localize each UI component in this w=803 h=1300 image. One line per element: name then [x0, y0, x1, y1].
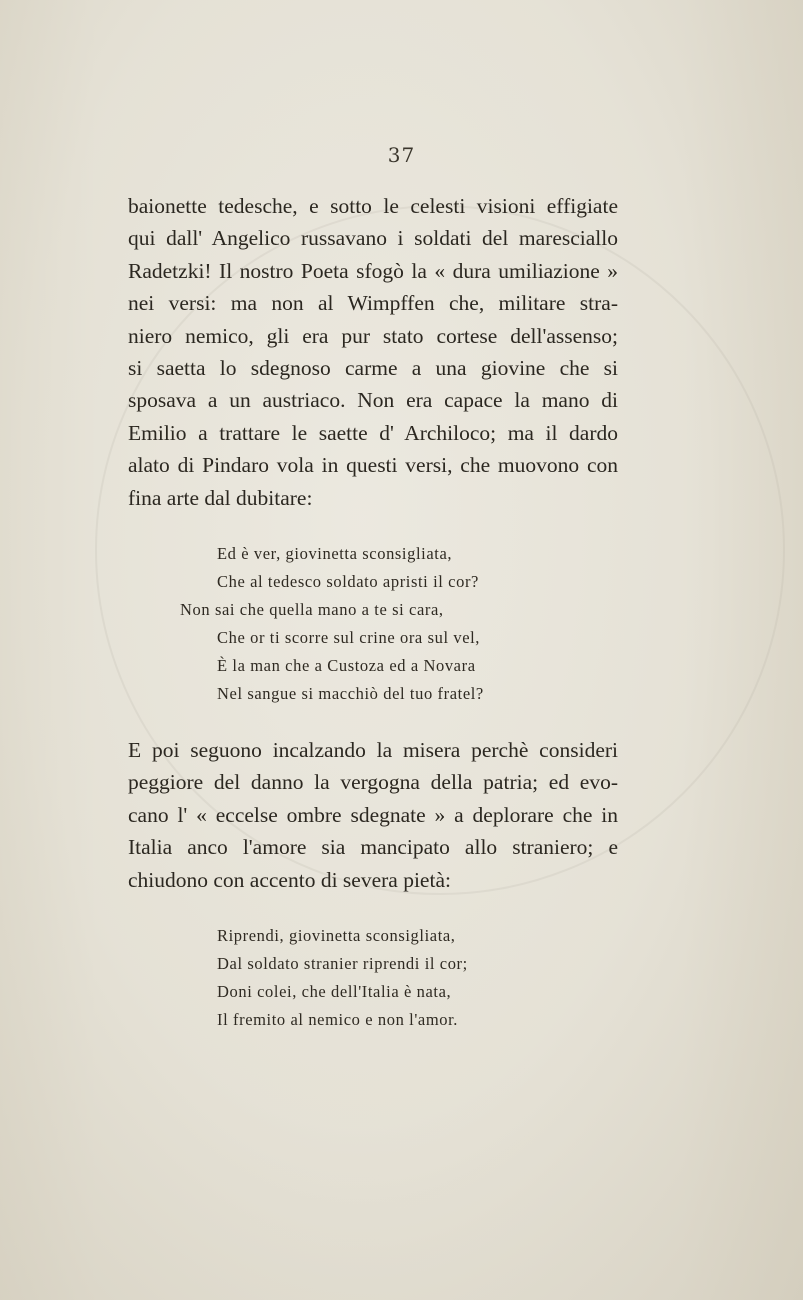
- text-line: E poi seguono incalzando la misera perchè consideri: [128, 738, 618, 762]
- text-line: si saetta lo sdegnoso carme a una giovine che si: [128, 356, 618, 381]
- text-line: fina arte dal dubitare:: [128, 485, 313, 510]
- text-line: sposava a un austriaco. Non era capace la mano di: [128, 388, 618, 413]
- text-line: baionette tedesche, e sotto le celesti visioni effigiate: [128, 194, 618, 218]
- verse-line: Il fremito al nemico e non l'amor.: [217, 1010, 459, 1029]
- verse-line: È la man che a Custoza ed a Novara: [217, 656, 476, 675]
- verse-line: Ed è ver, giovinetta sconsigliata,: [217, 544, 453, 563]
- verse-line: Che or ti scorre sul crine ora sul vel,: [217, 628, 481, 647]
- text-line: Emilio a trattare le saette d' Archiloco; ma il dardo: [128, 420, 618, 445]
- text-line: Italia anco l'amore sia mancipato allo straniero; e: [128, 835, 618, 860]
- prose-paragraph: [128, 190, 618, 514]
- poem-stanza: [217, 922, 468, 1034]
- verse-line: Riprendi, giovinetta sconsigliata,: [217, 926, 456, 945]
- page-number: 37: [387, 143, 416, 167]
- text-line: alato di Pindaro vola in questi versi, che muovono con: [128, 453, 618, 478]
- text-line: qui dall' Angelico russavano i soldati del maresciallo: [128, 226, 618, 251]
- verse-line: Doni colei, che dell'Italia è nata,: [217, 982, 452, 1001]
- verse-line: Non sai che quella mano a te si cara,: [180, 600, 444, 619]
- text-line: nei versi: ma non al Wimpffen che, militare stra-: [128, 291, 618, 316]
- text-line: chiudono con accento di severa pietà:: [128, 867, 451, 892]
- text-line: peggiore del danno la vergogna della patria; ed evo-: [128, 770, 618, 795]
- text-line: niero nemico, gli era pur stato cortese dell'assenso;: [128, 323, 618, 348]
- verse-line: Dal soldato stranier riprendi il cor;: [217, 954, 468, 973]
- poem-stanza: [180, 540, 484, 708]
- text-line: Radetzki! Il nostro Poeta sfogò la « dura umiliazione »: [128, 258, 618, 283]
- prose-paragraph: [128, 734, 618, 896]
- text-line: cano l' « eccelse ombre sdegnate » a deplorare che in: [128, 802, 618, 827]
- verse-line: Che al tedesco soldato apristi il cor?: [217, 572, 479, 591]
- verse-line: Nel sangue si macchiò del tuo fratel?: [217, 684, 484, 703]
